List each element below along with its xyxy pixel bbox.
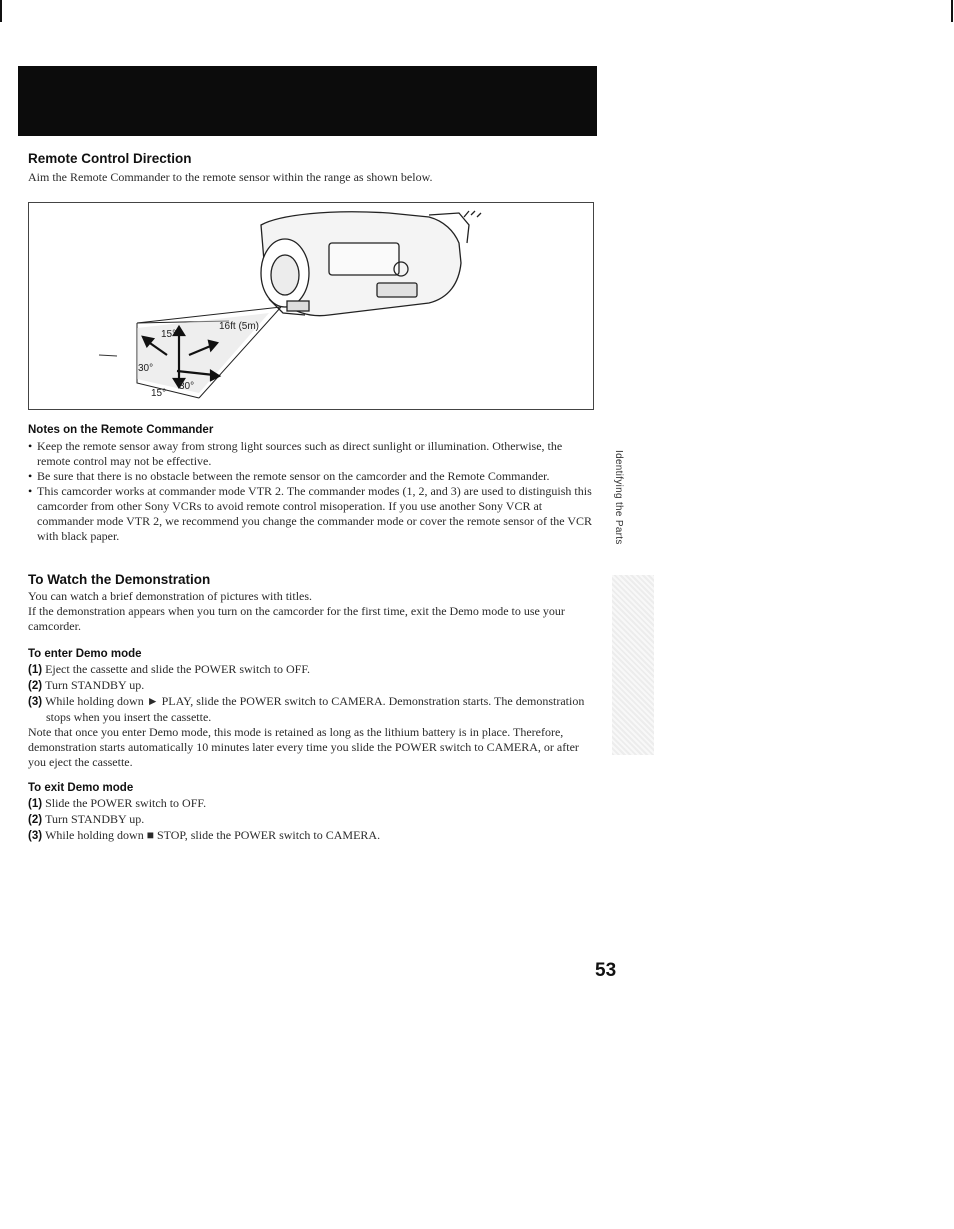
section-title-remote-direction: Remote Control Direction — [28, 151, 192, 166]
exit-demo-title: To exit Demo mode — [28, 782, 134, 794]
angle-label-bottom-left: 15° — [151, 388, 167, 399]
crop-mark-right — [951, 0, 953, 22]
step-text: While holding down ■ STOP, slide the POWER switch to CAMERA. — [45, 828, 381, 842]
exit-demo-steps — [28, 796, 593, 844]
demo-intro-line1: You can watch a brief demonstration of pictures with titles. — [28, 589, 313, 603]
note-item: • Be sure that there is no obstacle between the remote sensor on the camcorder and the Remote Commander. — [28, 469, 593, 484]
demo-retention-note: Note that once you enter Demo mode, this mode is retained as long as the lithium battery is in place. Therefore, demonstration starts automatically 10 minutes later every time you slide the POWER switch to CAMERA, or after you eject the cassette. — [28, 725, 579, 769]
step-number: (2) — [28, 814, 43, 826]
camcorder-illustration — [261, 211, 481, 316]
step-number: (1) — [28, 664, 43, 676]
enter-step-1 — [28, 662, 593, 678]
section-header-bar — [18, 66, 597, 136]
step-text: Slide the POWER switch to OFF. — [45, 796, 207, 810]
side-tab-label: Identifying the Parts — [613, 450, 624, 545]
notes-title: Notes on the Remote Commander — [28, 424, 214, 436]
angle-label-left: 30° — [138, 363, 154, 374]
step-number: (3) — [28, 830, 43, 842]
distance-label: 16ft (5m) — [219, 321, 260, 332]
exit-step-2 — [28, 812, 593, 828]
enter-demo-steps — [28, 662, 593, 770]
section-title-demo: To Watch the Demonstration — [28, 572, 211, 587]
pointer-line — [99, 355, 117, 356]
remote-range-figure — [28, 202, 594, 410]
angle-label-right: 30° — [179, 381, 195, 392]
crop-mark-left — [0, 0, 2, 22]
demo-intro-line2: If the demonstration appears when you turn on the camcorder for the first time, exit the Demo mode to use your camcorder. — [28, 604, 565, 633]
step-text: Eject the cassette and slide the POWER switch to OFF. — [45, 662, 311, 676]
side-tab-shade — [612, 575, 654, 755]
step-number: (3) — [28, 696, 43, 708]
note-item: • This camcorder works at commander mode VTR 2. The commander modes (1, 2, and 3) are used to distinguish this camcorder from other Sony VCRs to avoid remote control misoperation. If you use another Sony VCR at commander mode VTR 2, we recommend you change the commander mode or cover the remote sensor of the VCR with black paper. — [28, 484, 593, 544]
angle-label-top-left: 15° — [161, 329, 177, 340]
step-text: While holding down ► PLAY, slide the POWER switch to CAMERA. Demonstration starts. The demonstration stops when you insert the cassette. — [45, 694, 585, 724]
remote-direction-intro: Aim the Remote Commander to the remote sensor within the range as shown below. — [28, 170, 433, 184]
step-text: Turn STANDBY up. — [45, 678, 145, 692]
notes-list — [28, 439, 593, 544]
page-number: 53 — [595, 960, 617, 981]
step-number: (1) — [28, 798, 43, 810]
exit-step-3 — [28, 828, 593, 844]
enter-step-3 — [28, 694, 593, 725]
enter-demo-title: To enter Demo mode — [28, 648, 142, 660]
demo-intro — [28, 589, 593, 634]
remote-range-diagram — [29, 203, 593, 409]
step-number: (2) — [28, 680, 43, 692]
note-item: • Keep the remote sensor away from strong light sources such as direct sunlight or illumination. Otherwise, the remote control may not be effective. — [28, 439, 593, 469]
enter-step-2 — [28, 678, 593, 694]
exit-step-1 — [28, 796, 593, 812]
step-text: Turn STANDBY up. — [45, 812, 145, 826]
